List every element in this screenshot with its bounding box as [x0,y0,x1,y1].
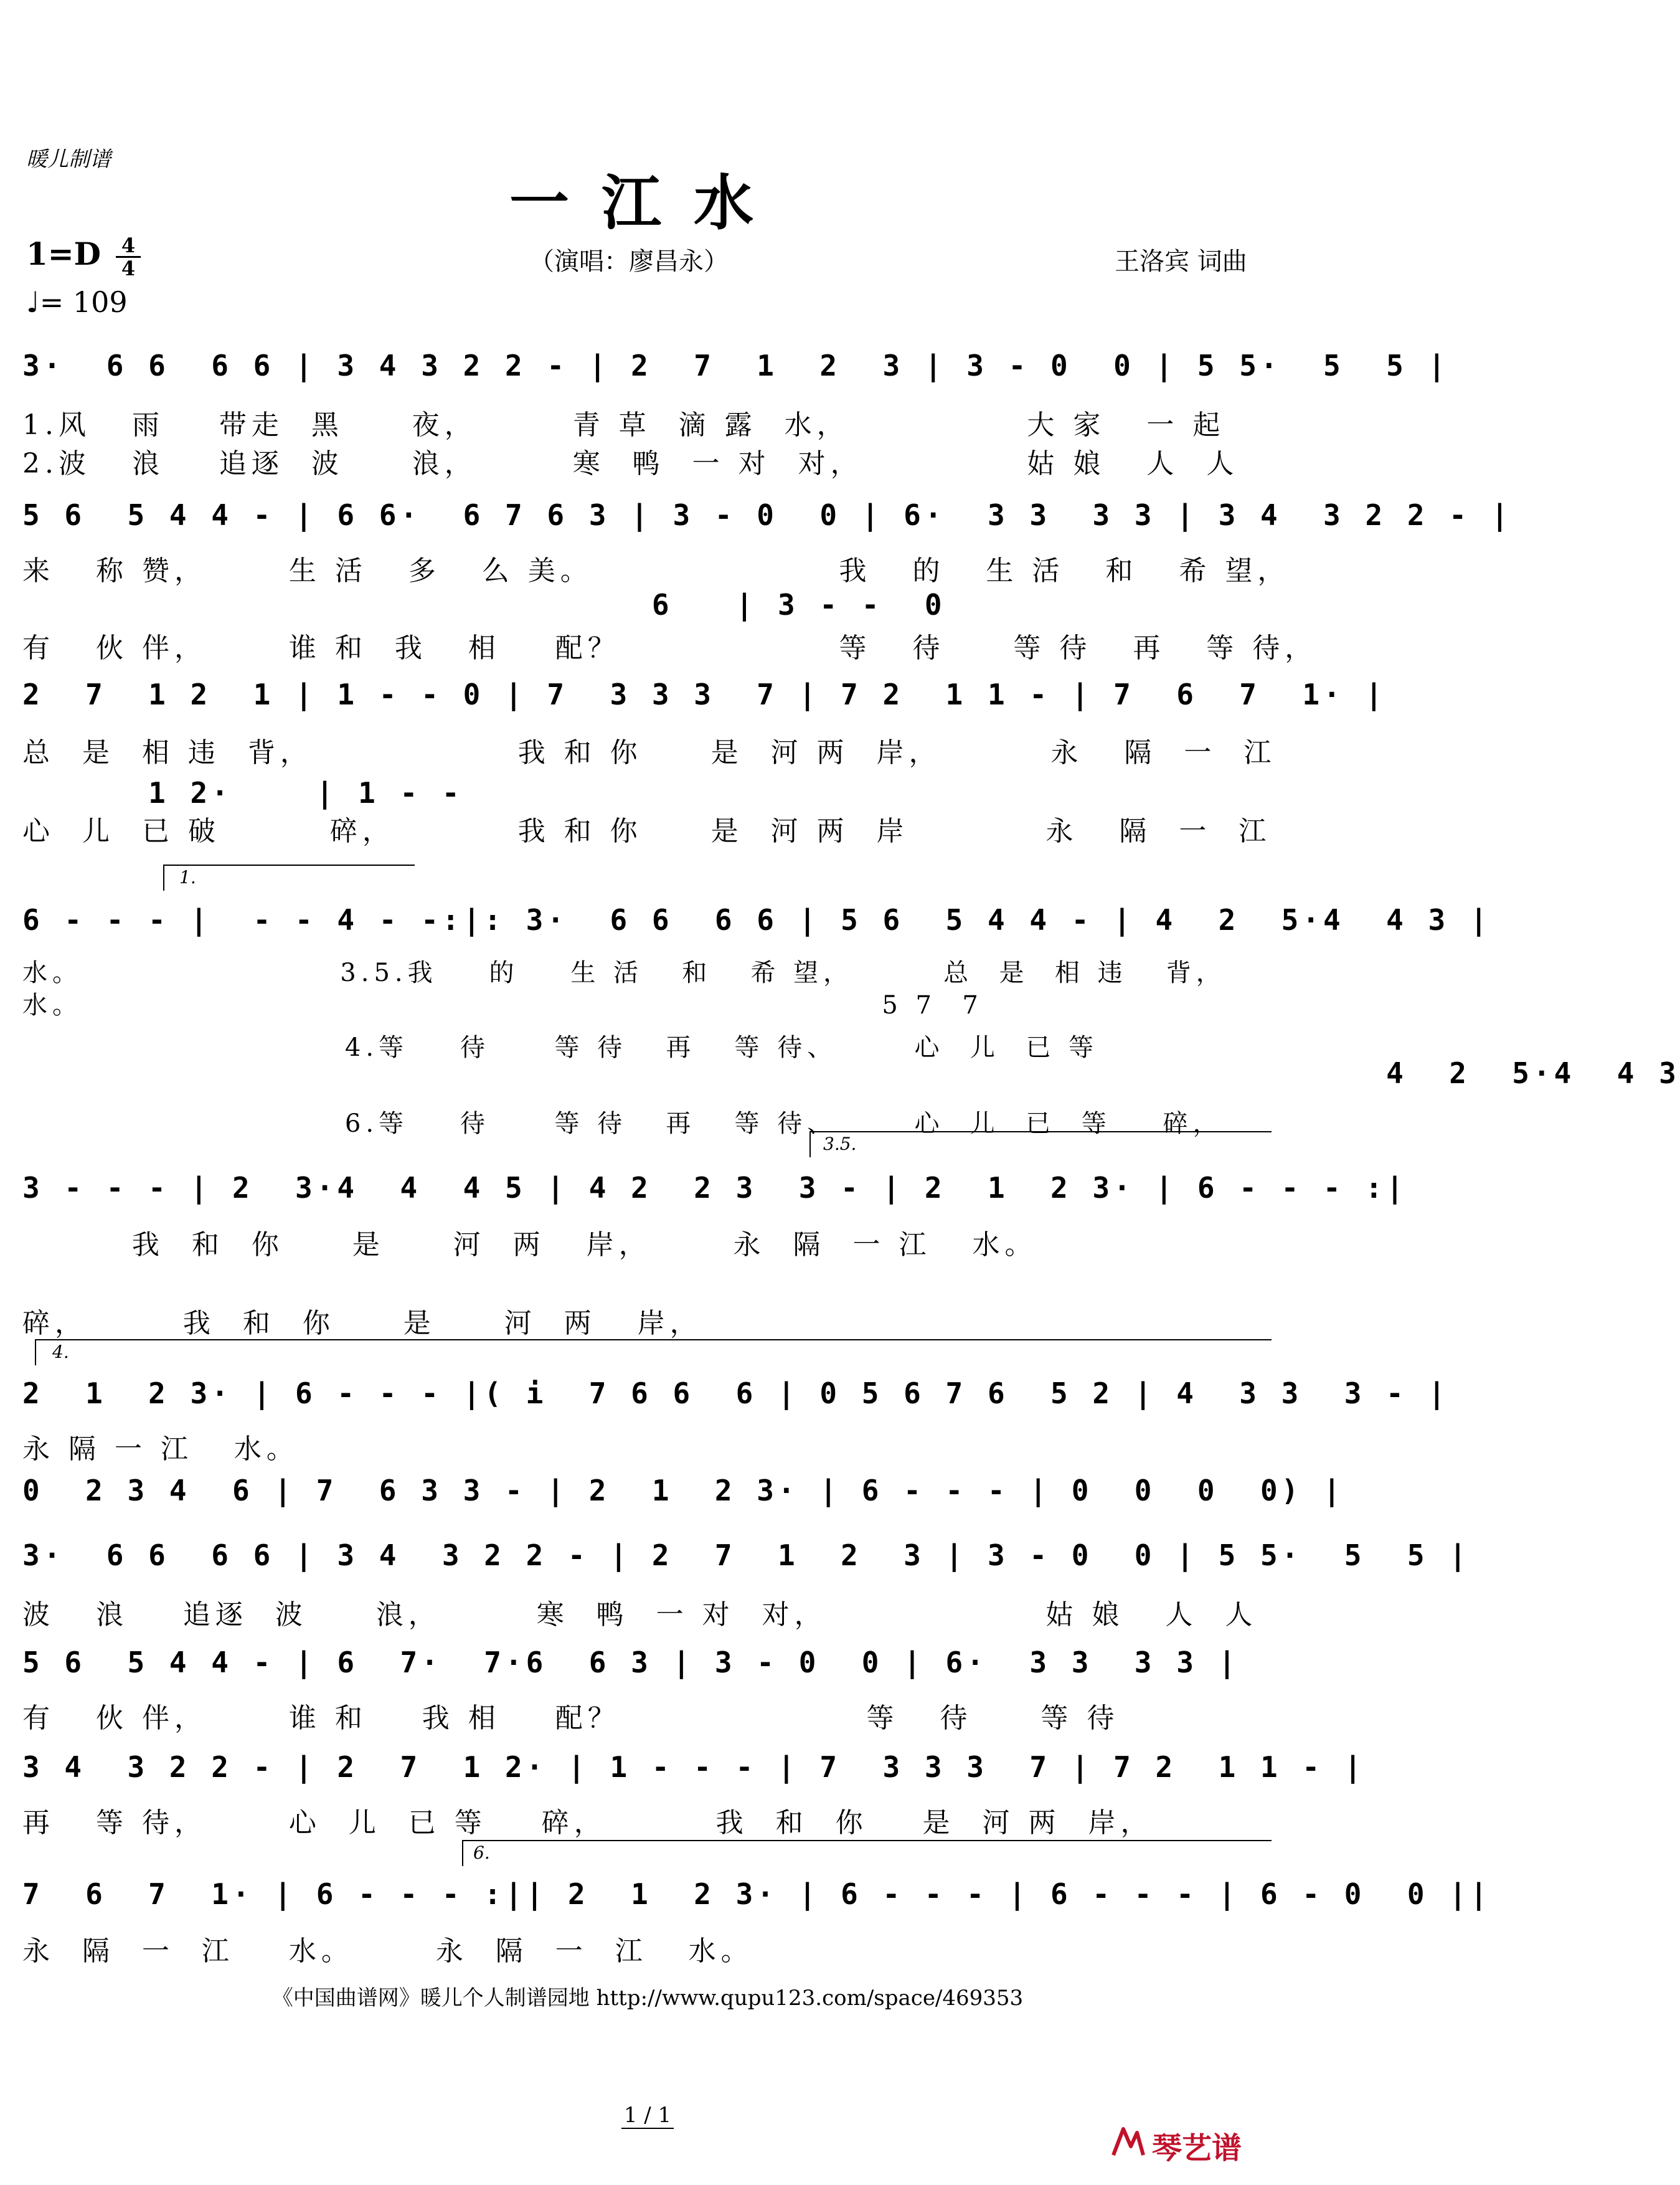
notation-row: 0 2 3 4 6 | 7 6 3 3 - | 2 1 2 3· | 6 - - - | 0 0 0 0) | [22,1474,1344,1507]
notation-row: 3· 6 6 6 6 | 3 4 3 2 2 - | 2 7 1 2 3 | 3 - 0 0 | 5 5· 5 5 | [22,1538,1470,1572]
arranger-credit: 暖儿制谱 [26,147,111,172]
lyric-row: 来 称 赞， 生 活 多 么 美。 我 的 生 活 和 希 望， [22,555,1290,587]
singer-credit: （演唱：廖昌永） [529,247,729,276]
lyric-row: 有 伙 伴， 谁 和 我 相 配？ 等 待 等 待 再 等 待， [22,632,1318,664]
lyric-row: 6.等 待 等 待 再 等 待、 心 儿 已 等 碎， [22,1109,1223,1138]
source-footer: 《中国曲谱网》暖儿个人制谱园地 http://www.qupu123.com/space/469353 [271,1986,1024,2011]
volta-label: 3.5. [823,1134,857,1154]
song-title: 一江水 [509,168,786,238]
notation-row: 6 | 3 - - 0 [22,588,946,622]
time-signature [116,235,141,278]
lyric-row: 再 等 待， 心 儿 已 等 碎， 我 和 你 是 河 两 岸， [22,1807,1153,1839]
volta-label: 4. [52,1342,69,1362]
lyric-row: 波 浪 追逐 波 浪， 寒 鸭 一 对 对， 姑 娘 人 人 [22,1599,1258,1631]
brand-logo-icon [1110,2124,1147,2161]
lyric-row: 有 伙 伴， 谁 和 我 相 配？ 等 待 等 待 [22,1702,1120,1734]
notation-row: 4 2 5·4 4 3 [22,1056,1680,1090]
brand-name: 琴艺谱 [1152,2131,1242,2166]
lyric-row: 1.风 雨 带走 黑 夜， 青 草 滴 露 水， 大 家 一 起 [22,409,1225,441]
meter-bottom: 4 [121,257,136,280]
notation-row: 7 6 7 1· | 6 - - - :|| 2 1 2 3· | 6 - - - | 6 - - - | 6 - 0 0 || [22,1877,1491,1911]
lyric-row: 心 儿 已 破 碎， 我 和 你 是 河 两 岸 永 隔 一 江 [22,815,1272,847]
lyric-row: 我 和 你 是 河 两 岸， 永 隔 一 江 水。 [22,1229,1037,1261]
notation-row: 2 1 2 3· | 6 - - - |( i 7 6 6 6 | 0 5 6 7 6 5 2 | 4 3 3 3 - | [22,1377,1450,1410]
lyric-row: 永 隔 一 江 水。 [22,1433,299,1465]
notation-row: 5 6 5 4 4 - | 6 7· 7·6 6 3 | 3 - 0 0 | 6· 3 3 3 3 | [22,1646,1240,1679]
notation-row: 2 7 1 2 1 | 1 - - 0 | 7 3 3 3 7 | 7 2 1 1 - | 7 6 7 1· | [22,678,1387,711]
volta-label: 6. [473,1842,490,1863]
notation-row: 5 6 5 4 4 - | 6 6· 6 7 6 3 | 3 - 0 0 | 6· 3 3 3 3 | 3 4 3 2 2 - | [22,498,1512,532]
volta-bracket-6 [462,1840,1272,1866]
volta-bracket-35 [809,1131,1272,1157]
lyric-row: 永 隔 一 江 水。 永 隔 一 江 水。 [22,1935,753,1967]
notation-row: 3 4 3 2 2 - | 2 7 1 2· | 1 - - - | 7 3 3 3 7 | 7 2 1 1 - | [22,1750,1366,1784]
lyric-row: 水。 5 7 7 [22,991,983,1020]
meter-top: 4 [121,234,136,257]
composer-credit: 王洛宾 词曲 [1115,247,1247,276]
lyric-row: 2.波 浪 追逐 波 浪， 寒 鸭 一 对 对， 姑 娘 人 人 [22,448,1239,480]
key-signature: 1=D [26,235,101,272]
notation-row: 3 - - - | 2 3·4 4 4 5 | 4 2 2 3 3 - | 2 1 2 3· | 6 - - - :| [22,1171,1407,1205]
notation-row: 6 - - - | - - 4 - -:|: 3· 6 6 6 6 | 5 6 5 4 4 - | 4 2 5·4 4 3 | [22,903,1491,937]
volta-label: 1. [179,867,196,888]
notation-row: 3· 6 6 6 6 | 3 4 3 2 2 - | 2 7 1 2 3 | 3 - 0 0 | 5 5· 5 5 | [22,349,1450,382]
notation-row: 1 2· | 1 - - [22,776,463,810]
tempo-marking: ♩= 109 [26,285,128,319]
page-number-text: 1 / 1 [621,2103,674,2129]
volta-bracket-4 [35,1339,1272,1365]
volta-bracket-1 [163,865,415,891]
lyric-row: 4.等 待 等 待 再 等 待、 心 儿 已 等 [22,1033,1099,1062]
lyric-row: 总 是 相 违 背， 我 和 你 是 河 两 岸， 永 隔 一 江 [22,737,1277,769]
lyric-row: 碎， 我 和 你 是 河 两 岸， [22,1307,702,1339]
lyric-row: 水。 3.5.我 的 生 活 和 希 望， 总 是 相 违 背， [22,959,1226,987]
page-number [0,2103,1295,2128]
